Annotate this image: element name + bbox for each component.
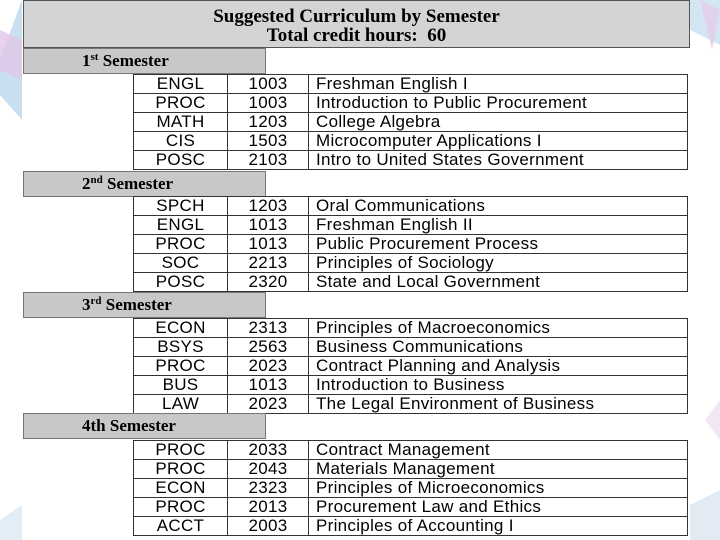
course-subject: PROC	[134, 357, 228, 376]
course-title: Contract Management	[309, 441, 688, 460]
course-subject: BSYS	[134, 338, 228, 357]
course-number: 2003	[228, 517, 309, 536]
table-row	[134, 132, 688, 151]
semester-4-header	[23, 413, 266, 439]
course-subject: PROC	[134, 235, 228, 254]
table-row	[134, 273, 688, 292]
table-row	[134, 75, 688, 94]
table-row	[134, 498, 688, 517]
semester-4-course-table	[133, 440, 688, 536]
semester-number: 4th	[82, 416, 106, 435]
curriculum-title: Suggested Curriculum by Semester	[213, 6, 500, 27]
table-row	[134, 235, 688, 254]
table-row	[134, 479, 688, 498]
course-number: 1013	[228, 216, 309, 235]
course-subject: PROC	[134, 441, 228, 460]
course-number: 2023	[228, 357, 309, 376]
course-number: 2323	[228, 479, 309, 498]
course-subject: POSC	[134, 151, 228, 170]
course-title: Introduction to Public Procurement	[309, 94, 688, 113]
semester-ordinal-suffix: nd	[90, 174, 103, 186]
semester-1-course-table	[133, 74, 688, 170]
course-subject: SOC	[134, 254, 228, 273]
table-row	[134, 197, 688, 216]
table-row	[134, 460, 688, 479]
table-row	[134, 94, 688, 113]
course-subject: ECON	[134, 319, 228, 338]
course-number: 2313	[228, 319, 309, 338]
course-title: Public Procurement Process	[309, 235, 688, 254]
course-title: Materials Management	[309, 460, 688, 479]
semester-ordinal-suffix: st	[90, 51, 99, 63]
course-subject: CIS	[134, 132, 228, 151]
course-number: 2043	[228, 460, 309, 479]
course-subject: ENGL	[134, 75, 228, 94]
semester-label: Semester	[105, 295, 172, 314]
course-title: Microcomputer Applications I	[309, 132, 688, 151]
course-title: Introduction to Business	[309, 376, 688, 395]
table-row	[134, 517, 688, 536]
table-row	[134, 441, 688, 460]
course-title: Principles of Macroeconomics	[309, 319, 688, 338]
course-title: Freshman English II	[309, 216, 688, 235]
table-row	[134, 216, 688, 235]
course-subject: ENGL	[134, 216, 228, 235]
course-subject: PROC	[134, 498, 228, 517]
course-subject: MATH	[134, 113, 228, 132]
course-subject: POSC	[134, 273, 228, 292]
curriculum-sheet	[23, 0, 690, 540]
course-title: State and Local Government	[309, 273, 688, 292]
course-subject: ACCT	[134, 517, 228, 536]
course-title: Principles of Sociology	[309, 254, 688, 273]
table-row	[134, 113, 688, 132]
course-number: 1003	[228, 94, 309, 113]
course-title: Contract Planning and Analysis	[309, 357, 688, 376]
course-title: Freshman English I	[309, 75, 688, 94]
semester-1-header	[23, 48, 266, 74]
semester-ordinal-suffix: rd	[90, 295, 102, 307]
course-subject: SPCH	[134, 197, 228, 216]
course-title: College Algebra	[309, 113, 688, 132]
course-title: Procurement Law and Ethics	[309, 498, 688, 517]
course-number: 1503	[228, 132, 309, 151]
table-row	[134, 338, 688, 357]
course-number: 1203	[228, 197, 309, 216]
course-number: 1003	[228, 75, 309, 94]
table-row	[134, 395, 688, 414]
course-subject: BUS	[134, 376, 228, 395]
curriculum-title-box	[23, 0, 690, 48]
course-number: 2320	[228, 273, 309, 292]
course-title: The Legal Environment of Business	[309, 395, 688, 414]
course-number: 2033	[228, 441, 309, 460]
table-row	[134, 376, 688, 395]
course-title: Intro to United States Government	[309, 151, 688, 170]
table-row	[134, 319, 688, 338]
course-number: 1013	[228, 376, 309, 395]
table-row	[134, 357, 688, 376]
course-number: 2213	[228, 254, 309, 273]
semester-3-header	[23, 292, 266, 318]
course-number: 2023	[228, 395, 309, 414]
table-row	[134, 254, 688, 273]
course-number: 1013	[228, 235, 309, 254]
semester-3-course-table	[133, 318, 688, 414]
semester-label: Semester	[109, 416, 176, 435]
semester-label: Semester	[102, 51, 169, 70]
course-subject: PROC	[134, 460, 228, 479]
course-number: 2013	[228, 498, 309, 517]
semester-2-course-table	[133, 196, 688, 292]
course-number: 2563	[228, 338, 309, 357]
course-subject: ECON	[134, 479, 228, 498]
semester-number: 1	[82, 51, 91, 70]
course-title: Oral Communications	[309, 197, 688, 216]
semester-number: 2	[82, 174, 91, 193]
course-title: Business Communications	[309, 338, 688, 357]
semester-label: Semester	[107, 174, 174, 193]
semester-2-header	[23, 171, 266, 197]
semester-number: 3	[82, 295, 91, 314]
course-subject: LAW	[134, 395, 228, 414]
course-title: Principles of Microeconomics	[309, 479, 688, 498]
course-subject: PROC	[134, 94, 228, 113]
table-row	[134, 151, 688, 170]
total-credit-hours: Total credit hours: 60	[266, 25, 447, 46]
course-title: Principles of Accounting I	[309, 517, 688, 536]
course-number: 2103	[228, 151, 309, 170]
course-number: 1203	[228, 113, 309, 132]
